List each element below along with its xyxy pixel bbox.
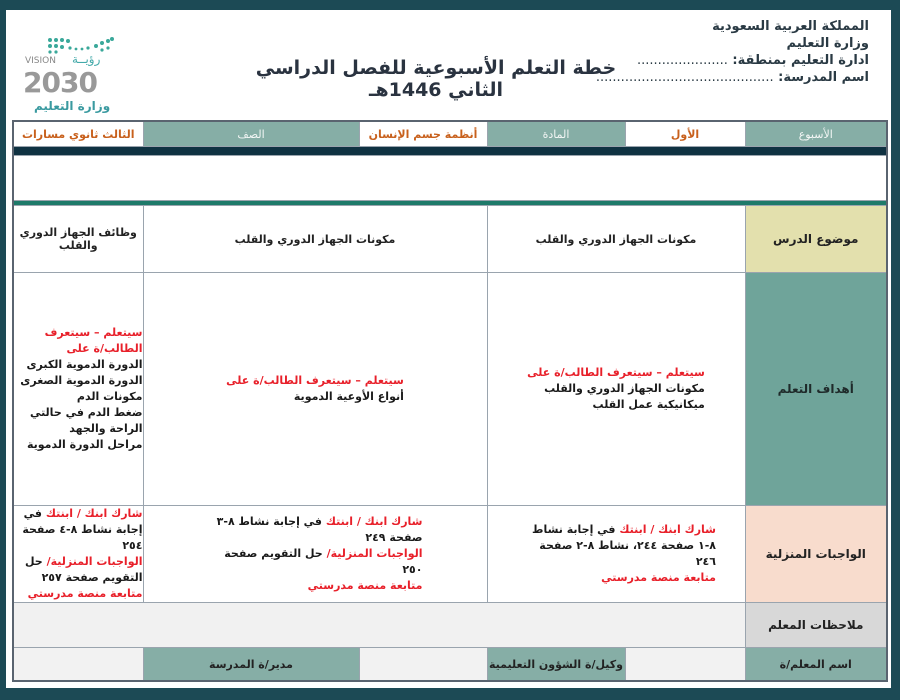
school-label: اسم المدرسة: [778,70,869,85]
blank-area [13,156,887,201]
topic-cell-3[interactable]: وظائف الجهاز الدوري والقلب [13,206,143,273]
page-title: خطة التعلم الأسبوعية للفصل الدراسي الثاني 1446هـ [255,57,617,101]
topic-row [13,206,887,273]
deputy-name-field[interactable] [359,648,487,682]
homework-cell-2[interactable] [143,506,487,603]
week-label: الأسبوع [745,121,887,147]
share-text: في إجابة نشاط ٨-١ صفحة ٢٤٤، نشاط ٨-٢ صفحة ٢٤٦ [532,523,716,568]
subject-label: المادة [487,121,625,147]
header-info [596,18,869,86]
goals-intro: سيتعلم – سيتعرف الطالب/ة على [226,374,404,387]
overlay-blank-row [13,156,887,201]
notes-label: ملاحظات المعلم [745,603,887,648]
principal-label: مدير/ة المدرسة [143,648,359,682]
share-prefix: شارك ابنك / ابنتك [619,523,716,536]
homework-prefix: الواجبات المنزلية/ [326,547,423,560]
goals-label: أهداف التعلم [745,273,887,506]
document-page [6,10,891,688]
ministry-logo-text: وزارة التعليم [34,99,111,113]
homework-row [13,506,887,603]
topic-cell-1[interactable]: مكونات الجهاز الدوري والقلب [487,206,745,273]
ruya-text: رؤيــة [72,52,101,66]
ministry-name: وزارة التعليم [786,36,869,51]
topic-label: موضوع الدرس [745,206,887,273]
kingdom-name: المملكة العربية السعودية [712,19,869,34]
goal-item: أنواع الأوعية الدموية [293,390,404,403]
homework-text: حل التقويم صفحة ٢٥٠ [224,547,423,576]
goal-item: ميكانيكية عمل القلب [592,398,705,411]
school-line [596,69,869,86]
follow-platform: متابعة منصة مدرستي [27,587,143,600]
deputy-label: وكيل/ة الشؤون التعليمية [487,648,625,682]
goals-cell-2[interactable] [143,273,487,506]
goals-cell-1[interactable] [487,273,745,506]
school-value[interactable]: ........................................... [595,70,774,85]
goals-row [13,273,887,506]
week-value[interactable]: الأول [625,121,745,147]
follow-platform: متابعة منصة مدرستي [601,571,716,584]
principal-name-field[interactable] [13,648,143,682]
year-text: 2030 [23,66,97,99]
vision-text: VISION [25,56,56,66]
goal-item: مكونات الجهاز الدوري والقلب [544,382,705,395]
goal-item: مكونات الدم [76,390,143,403]
vision-2030-logo [20,34,120,112]
homework-prefix: الواجبات المنزلية/ [46,555,143,568]
follow-platform: متابعة منصة مدرستي [307,579,423,592]
homework-cell-1[interactable] [487,506,745,603]
region-value[interactable]: ...................... [636,53,728,68]
subject-value[interactable]: أنظمة جسم الإنسان [359,121,487,147]
homework-text: حل التقويم صفحة ٢٥٧ [24,555,143,584]
signatures-row [13,648,887,682]
notes-row [13,603,887,648]
goal-item: الدورة الدموية الكبرى [26,358,143,371]
region-line [596,52,869,69]
goals-intro: سيتعلم – سيتعرف الطالب/ة على [44,326,143,355]
share-prefix: شارك ابنك / ابنتك [45,507,143,520]
grade-value[interactable]: الثالث ثانوي مسارات [13,121,143,147]
goals-intro: سيتعلم – سيتعرف الطالب/ة على [527,366,705,379]
topic-cell-2[interactable]: مكونات الجهاز الدوري والقلب [143,206,487,273]
homework-label: الواجبات المنزلية [745,506,887,603]
share-text: في إجابة نشاط ٨-٤ صفحة ٢٥٤ [22,507,143,552]
days-header-row [13,147,887,156]
goal-item: ضغط الدم في حالتي الراحة والجهد [29,406,143,435]
goal-item: مراحل الدورة الدموية [26,438,143,451]
meta-row [13,121,887,147]
goal-item: الدورة الدموية الصغرى [20,374,143,387]
grade-label: الصف [143,121,359,147]
weekly-plan-table [12,120,888,682]
share-text: في إجابة نشاط ٨-٣ صفحة ٢٤٩ [216,515,423,544]
share-prefix: شارك ابنك / ابنتك [325,515,423,528]
teacher-name-field[interactable] [625,648,745,682]
goals-cell-3[interactable] [13,273,143,506]
teacher-label: اسم المعلم/ة [745,648,887,682]
region-label: ادارة التعليم بمنطقة: [732,53,869,68]
homework-cell-3[interactable] [13,506,143,603]
notes-field[interactable] [13,603,745,648]
days-header-bar [13,147,887,156]
